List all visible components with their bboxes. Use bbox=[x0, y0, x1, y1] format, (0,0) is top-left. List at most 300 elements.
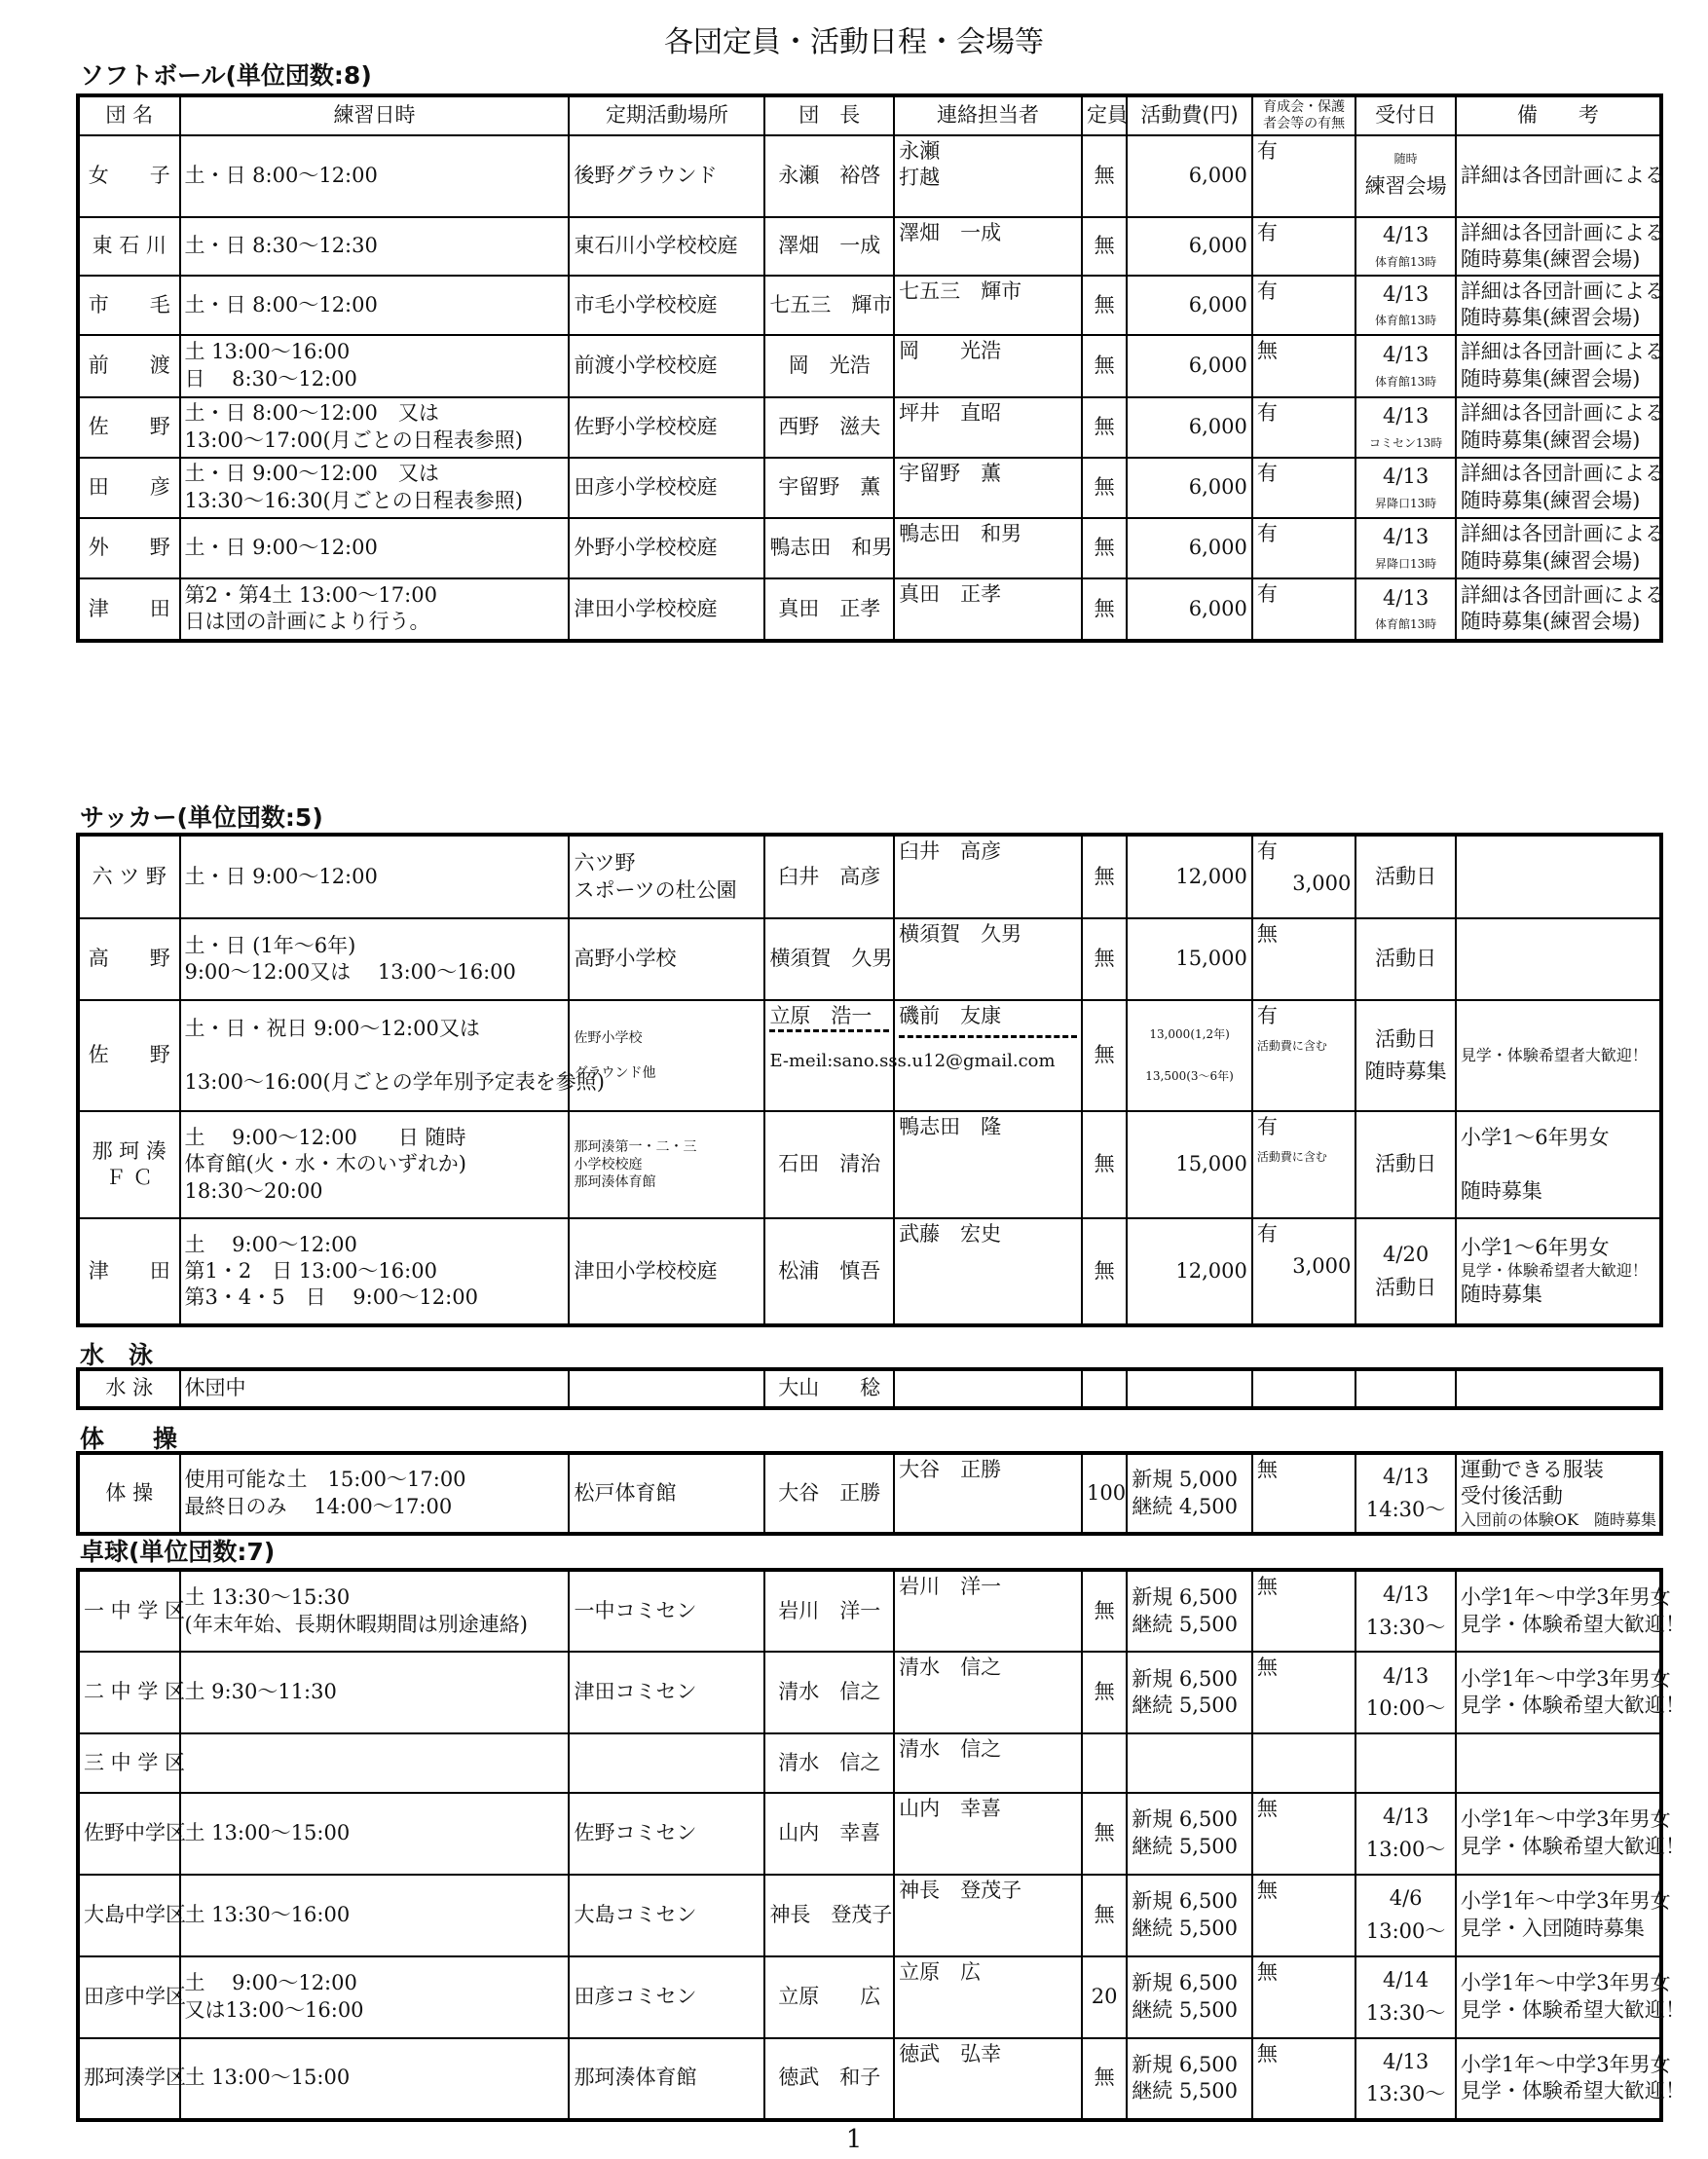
practice-time-line bbox=[185, 1042, 565, 1068]
practice-time bbox=[180, 458, 570, 518]
team-leader: 立原 広 bbox=[764, 1956, 894, 2038]
remarks bbox=[1456, 458, 1665, 518]
contact-person bbox=[894, 397, 1082, 458]
team-leader: 松浦 慎吾 bbox=[764, 1218, 894, 1325]
team-name bbox=[78, 918, 180, 1000]
association bbox=[1252, 217, 1356, 277]
activity-place-line: 外野小学校校庭 bbox=[574, 536, 718, 560]
reception-date bbox=[1355, 1570, 1456, 1652]
reception-date bbox=[1355, 1369, 1456, 1408]
fee-new: 新規 6,500 bbox=[1132, 1971, 1239, 1995]
remarks bbox=[1456, 1733, 1661, 1793]
association-value: 無 bbox=[1256, 1959, 1278, 1984]
contact-person bbox=[894, 918, 1082, 1000]
remarks-line bbox=[1461, 1151, 1655, 1177]
team-name-label: 一 中 学 区 bbox=[84, 1598, 186, 1622]
remarks-line: 見学・体験希望大歓迎！ bbox=[1460, 1694, 1686, 1717]
team-name-label: 佐野中学区 bbox=[84, 1820, 186, 1844]
remarks bbox=[1456, 397, 1665, 458]
activity-place bbox=[569, 1111, 764, 1218]
team-name bbox=[78, 1956, 186, 2038]
activity-place bbox=[569, 578, 764, 641]
reception-date bbox=[1355, 335, 1456, 397]
capacity: 無 bbox=[1082, 1652, 1127, 1733]
capacity: 100 bbox=[1082, 1453, 1127, 1534]
practice-time-line: 土 13:00～15:00 bbox=[184, 2066, 351, 2090]
activity-place bbox=[569, 1218, 764, 1325]
team-leader: 宇留野 薫 bbox=[764, 458, 894, 518]
activity-place-line: 市毛小学校校庭 bbox=[574, 292, 718, 316]
remarks-line: 入団前の体験OK 随時募集 bbox=[1460, 1509, 1656, 1529]
remarks-line: 随時募集 bbox=[1460, 1282, 1542, 1306]
capacity: 無 bbox=[1082, 397, 1127, 458]
contact-person bbox=[894, 217, 1082, 277]
practice-time bbox=[180, 335, 570, 397]
table-row bbox=[78, 135, 1661, 217]
fee-continue bbox=[1132, 1763, 1247, 1789]
remarks-line: 見学・体験希望大歓迎！ bbox=[1460, 1612, 1686, 1636]
practice-time bbox=[180, 1000, 605, 1111]
fee-continue: 継続 5,500 bbox=[1132, 1916, 1239, 1940]
activity-fee bbox=[1127, 1956, 1252, 2038]
capacity: 無 bbox=[1082, 1570, 1127, 1652]
activity-fee bbox=[1127, 1875, 1252, 1956]
activity-fee: 6,000 bbox=[1127, 135, 1252, 217]
team-name-label: 田彦中学区 bbox=[84, 1984, 186, 2008]
practice-time-line: 土・日 8:00～12:00 bbox=[184, 163, 378, 187]
capacity: 20 bbox=[1082, 1956, 1127, 2038]
practice-time-line: 13:00～17:00(月ごとの日程表参照) bbox=[184, 428, 523, 452]
activity-place-line: 六ツ野 bbox=[574, 851, 636, 875]
association bbox=[1252, 458, 1356, 518]
association bbox=[1252, 1956, 1356, 2038]
contact-person-line: 磯前 友康 bbox=[899, 1004, 1002, 1027]
activity-fee: 12,000 bbox=[1127, 835, 1252, 918]
contact-person-line: 清水 信之 bbox=[899, 1656, 1002, 1679]
team-name-label: 体 操 bbox=[105, 1481, 154, 1506]
reception-line: 随時 bbox=[1393, 152, 1418, 167]
capacity: 無 bbox=[1082, 1111, 1127, 1218]
activity-place bbox=[569, 2038, 764, 2120]
activity-fee bbox=[1127, 1652, 1252, 1733]
association-value: 無 bbox=[1256, 1796, 1278, 1820]
association-note: 3,000 bbox=[1292, 1254, 1352, 1279]
reception-line: 活動日 bbox=[1375, 947, 1437, 971]
activity-place-line: グラウンド他 bbox=[574, 1065, 656, 1082]
association-value: 無 bbox=[1256, 338, 1278, 362]
reception-date bbox=[1355, 1793, 1456, 1875]
team-name-label: 佐 野 bbox=[88, 1043, 170, 1067]
remarks-line: 随時募集(練習会場) bbox=[1460, 246, 1641, 271]
reception-line: 4/13 bbox=[1383, 1465, 1430, 1489]
spacer bbox=[1132, 1042, 1247, 1068]
table-row bbox=[78, 1956, 1661, 2038]
header-row bbox=[78, 95, 1661, 135]
reception-line: 4/20 bbox=[1383, 1243, 1430, 1267]
remarks bbox=[1456, 2038, 1686, 2120]
activity-fee: 6,000 bbox=[1127, 458, 1252, 518]
practice-time-line: 土 9:00～12:00 bbox=[184, 1971, 357, 1995]
activity-place-line: 那珂湊体育館 bbox=[574, 2066, 697, 2090]
table-row bbox=[78, 1369, 1661, 1408]
reception-date bbox=[1355, 1218, 1456, 1325]
contact-person bbox=[894, 518, 1082, 578]
reception-date bbox=[1355, 1733, 1456, 1793]
activity-place bbox=[569, 1369, 764, 1408]
capacity: 無 bbox=[1082, 2038, 1127, 2120]
contact-person bbox=[894, 1111, 1082, 1218]
contact-person bbox=[894, 335, 1082, 397]
practice-time-line: (年末年始、長期休暇期間は別途連絡) bbox=[184, 1612, 528, 1636]
capacity: 無 bbox=[1082, 135, 1127, 217]
activity-fee bbox=[1127, 1369, 1252, 1408]
team-name bbox=[78, 1875, 186, 1956]
remarks-line: 小学1年～中学3年男女 bbox=[1460, 1807, 1671, 1832]
table-row bbox=[78, 1652, 1661, 1733]
remarks bbox=[1456, 217, 1665, 277]
team-name-label: 田 彦 bbox=[88, 475, 170, 500]
separator bbox=[899, 1035, 1077, 1038]
practice-time bbox=[180, 1956, 570, 2038]
association bbox=[1252, 1453, 1356, 1534]
softball-table bbox=[76, 93, 1663, 643]
contact-person-line: 真田 正孝 bbox=[899, 581, 1002, 606]
header-cell: 団 名 bbox=[78, 95, 180, 135]
team-name bbox=[78, 1111, 180, 1218]
table-row bbox=[78, 2038, 1661, 2120]
activity-place bbox=[569, 458, 764, 518]
contact-person-line: 横須賀 久男 bbox=[899, 922, 1022, 946]
team-leader: 大谷 正勝 bbox=[764, 1453, 894, 1534]
remarks bbox=[1456, 1570, 1686, 1652]
contact-person bbox=[894, 276, 1082, 335]
team-leader: 西野 滋夫 bbox=[764, 397, 894, 458]
association-value: 無 bbox=[1256, 1878, 1278, 1902]
reception-line: 4/6 bbox=[1389, 1886, 1423, 1911]
reception-date bbox=[1355, 518, 1456, 578]
reception-line: 活動日 bbox=[1375, 1275, 1437, 1299]
association-value: 無 bbox=[1256, 2041, 1278, 2066]
reception-date bbox=[1355, 458, 1456, 518]
activity-place-line: 佐野小学校校庭 bbox=[574, 415, 718, 439]
capacity: 無 bbox=[1082, 335, 1127, 397]
reception-line: 体育館13時 bbox=[1374, 374, 1437, 389]
activity-place bbox=[569, 135, 764, 217]
fee-continue: 継続 5,500 bbox=[1132, 2079, 1239, 2103]
team-leader: 臼井 高彦 bbox=[764, 835, 894, 918]
activity-place-line bbox=[574, 1047, 760, 1064]
contact-person-line: 宇留野 薫 bbox=[899, 461, 1002, 485]
team-leader: 清水 信之 bbox=[764, 1733, 894, 1793]
team-leader: 石田 清治 bbox=[764, 1111, 894, 1218]
association bbox=[1252, 135, 1356, 217]
activity-place-line: 東石川小学校校庭 bbox=[574, 234, 738, 258]
table-row bbox=[78, 1000, 1661, 1111]
association-value: 有 bbox=[1256, 461, 1278, 485]
activity-place bbox=[569, 397, 764, 458]
remarks bbox=[1456, 518, 1665, 578]
reception-line: 4/13 bbox=[1383, 1805, 1430, 1829]
practice-time-line: 土・日・祝日 9:00～12:00又は bbox=[184, 1017, 480, 1041]
association bbox=[1252, 1570, 1356, 1652]
team-name-label: 那 珂 湊 bbox=[92, 1138, 167, 1163]
team-leader: 横須賀 久男 bbox=[764, 918, 894, 1000]
practice-time bbox=[180, 135, 570, 217]
remarks-line: 随時募集(練習会場) bbox=[1460, 548, 1641, 573]
contact-person bbox=[894, 135, 1082, 217]
contact-person-line: 岡 光浩 bbox=[899, 338, 1002, 362]
remarks-line: 詳細は各団計画による bbox=[1460, 220, 1665, 244]
association bbox=[1252, 1000, 1356, 1111]
practice-time-line: 又は13:00～16:00 bbox=[184, 1997, 364, 2022]
capacity: 無 bbox=[1082, 1000, 1127, 1111]
capacity: 無 bbox=[1082, 835, 1127, 918]
practice-time-line: 体育館(火・水・木のいずれか) bbox=[184, 1152, 466, 1176]
table-row bbox=[78, 1111, 1661, 1218]
remarks-line: 運動できる服装 bbox=[1460, 1458, 1604, 1481]
reception-line: コミセン13時 bbox=[1368, 435, 1443, 450]
practice-time-line: 土 13:00～15:00 bbox=[184, 1820, 351, 1844]
team-leader-name: 立原 浩一 bbox=[769, 1004, 873, 1027]
team-name bbox=[78, 1733, 186, 1793]
contact-person-line: 七五三 輝市 bbox=[899, 279, 1022, 304]
remarks-line: 受付後活動 bbox=[1460, 1484, 1563, 1508]
fee-new: 新規 5,000 bbox=[1132, 1468, 1239, 1492]
reception-line: 活動日 bbox=[1375, 1152, 1437, 1176]
activity-place-line: 津田コミセン bbox=[574, 1680, 697, 1704]
contact-person bbox=[894, 578, 1082, 641]
practice-time bbox=[180, 1570, 570, 1652]
practice-time bbox=[180, 1218, 570, 1325]
team-name-label: 東 石 川 bbox=[92, 234, 167, 258]
contact-person bbox=[894, 1218, 1082, 1325]
practice-time-line: 土・日 9:00～12:00 bbox=[184, 864, 378, 888]
fee-new: 新規 6,500 bbox=[1132, 2052, 1239, 2076]
association bbox=[1252, 918, 1356, 1000]
reception-line: 活動日 bbox=[1375, 864, 1437, 888]
practice-time-line: 13:00～16:00(月ごとの学年別予定表を参照) bbox=[184, 1069, 605, 1094]
association-value: 有 bbox=[1256, 220, 1278, 244]
header-cell: 定員 bbox=[1082, 95, 1127, 135]
table-row bbox=[78, 1218, 1661, 1325]
reception-date bbox=[1355, 1875, 1456, 1956]
remarks bbox=[1456, 1453, 1661, 1534]
team-name bbox=[78, 1453, 180, 1534]
contact-person-line: 山内 幸喜 bbox=[899, 1796, 1002, 1820]
remarks bbox=[1456, 835, 1661, 918]
association-value: 有 bbox=[1256, 279, 1278, 304]
capacity bbox=[1082, 1733, 1127, 1793]
capacity: 無 bbox=[1082, 918, 1127, 1000]
team-name-label: 市 毛 bbox=[88, 292, 170, 316]
remarks bbox=[1456, 918, 1661, 1000]
remarks bbox=[1456, 1369, 1661, 1408]
reception-line: 13:30～ bbox=[1365, 2000, 1446, 2025]
reception-date bbox=[1355, 217, 1456, 277]
fee-new bbox=[1132, 1736, 1247, 1763]
practice-time bbox=[180, 397, 570, 458]
swimming-table bbox=[76, 1367, 1663, 1410]
activity-fee bbox=[1127, 1000, 1252, 1111]
fee-new: 新規 6,500 bbox=[1132, 1585, 1239, 1610]
practice-time-line: 土 9:00～12:00 bbox=[184, 1232, 357, 1256]
table-row bbox=[78, 578, 1661, 641]
team-name bbox=[78, 1652, 186, 1733]
activity-fee: 6,000 bbox=[1127, 397, 1252, 458]
practice-time-line: 土・日 8:30～12:30 bbox=[184, 234, 378, 258]
activity-fee: 6,000 bbox=[1127, 335, 1252, 397]
reception-date bbox=[1355, 1956, 1456, 2038]
remarks-line: 詳細は各団計画による bbox=[1460, 462, 1665, 486]
team-leader: 岩川 洋一 bbox=[764, 1570, 894, 1652]
remarks-line: 小学1～6年男女 bbox=[1460, 1126, 1610, 1150]
reception-line: 4/13 bbox=[1383, 465, 1430, 489]
practice-time bbox=[180, 1111, 570, 1218]
association-value: 有 bbox=[1256, 839, 1278, 863]
table-row bbox=[78, 276, 1661, 335]
header-cell: 育成会・保護者会等の有無 bbox=[1252, 95, 1356, 135]
contact-person-line: 澤畑 一成 bbox=[899, 220, 1002, 244]
activity-place-line: 大島コミセン bbox=[574, 1902, 697, 1926]
contact-person-line: 打越 bbox=[899, 165, 941, 189]
remarks bbox=[1456, 1793, 1686, 1875]
contact-person bbox=[894, 1793, 1082, 1875]
team-name bbox=[78, 276, 180, 335]
practice-time-line: 土 13:30～16:00 bbox=[184, 1902, 351, 1926]
association-value: 無 bbox=[1256, 1656, 1278, 1679]
table-row bbox=[78, 458, 1661, 518]
team-name-label: 二 中 学 区 bbox=[84, 1680, 186, 1704]
capacity: 無 bbox=[1082, 1875, 1127, 1956]
remarks-line: 小学1年～中学3年男女 bbox=[1460, 1585, 1671, 1610]
association-value: 有 bbox=[1256, 1222, 1278, 1246]
association-value: 無 bbox=[1256, 1575, 1278, 1598]
remarks bbox=[1456, 1875, 1671, 1956]
header-cell: 定期活動場所 bbox=[569, 95, 764, 135]
reception-line: 体育館13時 bbox=[1374, 254, 1437, 269]
remarks-line: 見学・体験希望大歓迎！ bbox=[1460, 2079, 1686, 2103]
remarks bbox=[1456, 1111, 1661, 1218]
practice-time-line: 土・日 (1年～6年) bbox=[184, 933, 356, 957]
activity-fee: 12,000 bbox=[1127, 1218, 1252, 1325]
activity-place-line: 津田小学校校庭 bbox=[574, 596, 718, 620]
contact-person-line: 鴨志田 隆 bbox=[899, 1115, 1002, 1138]
practice-time bbox=[180, 578, 570, 641]
contact-person-line: 清水 信之 bbox=[899, 1737, 1002, 1761]
remarks-line: 詳細は各団計画による bbox=[1460, 340, 1665, 364]
association-value: 有 bbox=[1256, 1004, 1278, 1027]
activity-place bbox=[569, 835, 764, 918]
remarks-line: 見学・体験希望大歓迎！ bbox=[1460, 1997, 1686, 2022]
reception-date bbox=[1355, 2038, 1456, 2120]
team-leader: 岡 光浩 bbox=[764, 335, 894, 397]
association bbox=[1252, 276, 1356, 335]
table-row bbox=[78, 518, 1661, 578]
header-cell: 練習日時 bbox=[180, 95, 570, 135]
remarks-line: 随時募集 bbox=[1460, 1178, 1542, 1203]
association bbox=[1252, 1793, 1356, 1875]
fee-continue: 継続 5,500 bbox=[1132, 1997, 1239, 2022]
remarks-line: 小学1年～中学3年男女 bbox=[1460, 1666, 1671, 1691]
association-value: 有 bbox=[1256, 1115, 1278, 1138]
header-cell: 連絡担当者 bbox=[894, 95, 1082, 135]
activity-fee bbox=[1127, 1733, 1252, 1793]
contact-person bbox=[894, 835, 1082, 918]
practice-time bbox=[180, 918, 570, 1000]
team-name-sub: Ｆ Ｃ bbox=[105, 1166, 154, 1189]
remarks bbox=[1456, 1652, 1686, 1733]
activity-place-line: 前渡小学校校庭 bbox=[574, 354, 718, 378]
practice-time bbox=[180, 1453, 570, 1534]
practice-time-line: 土 13:00～16:00 bbox=[184, 340, 351, 364]
fee-continue: 継続 5,500 bbox=[1132, 1612, 1239, 1636]
remarks-line: 随時募集(練習会場) bbox=[1460, 306, 1641, 330]
practice-time bbox=[180, 518, 570, 578]
header-cell: 活動費(円) bbox=[1127, 95, 1252, 135]
reception-date bbox=[1355, 1453, 1456, 1534]
team-name bbox=[78, 518, 180, 578]
practice-time bbox=[180, 835, 570, 918]
remarks-line: 詳細は各団計画による bbox=[1460, 522, 1665, 546]
contact-person-line: 臼井 高彦 bbox=[899, 839, 1002, 863]
team-name bbox=[78, 458, 180, 518]
activity-fee: 6,000 bbox=[1127, 217, 1252, 277]
reception-line: 10:00～ bbox=[1365, 1696, 1446, 1720]
capacity: 無 bbox=[1082, 578, 1127, 641]
team-leader: 徳武 和子 bbox=[764, 2038, 894, 2120]
reception-line: 練習会場 bbox=[1364, 173, 1447, 198]
contact-person-line: 大谷 正勝 bbox=[899, 1458, 1002, 1481]
association-note: 活動費に含む bbox=[1256, 1150, 1327, 1165]
practice-time bbox=[180, 1369, 570, 1408]
activity-place bbox=[569, 217, 764, 277]
team-name-label: 前 渡 bbox=[88, 354, 170, 378]
reception-line: 13:30～ bbox=[1365, 2082, 1446, 2106]
activity-fee: 15,000 bbox=[1127, 918, 1252, 1000]
activity-place-line: 松戸体育館 bbox=[574, 1481, 677, 1506]
activity-place-line: 高野小学校 bbox=[574, 947, 677, 971]
fee-value: 13,000(1,2年) bbox=[1149, 1026, 1230, 1041]
table-row bbox=[78, 335, 1661, 397]
reception-line: 昇降口13時 bbox=[1374, 496, 1437, 510]
contact-person-line: 鴨志田 和男 bbox=[899, 521, 1022, 545]
association bbox=[1252, 1875, 1356, 1956]
team-name bbox=[78, 2038, 186, 2120]
team-name bbox=[78, 835, 180, 918]
contact-person bbox=[894, 1956, 1082, 2038]
reception-line: 4/13 bbox=[1383, 282, 1430, 307]
remarks-line: 見学・入団随時募集 bbox=[1460, 1916, 1645, 1940]
team-name-label: 六 ツ 野 bbox=[92, 864, 167, 888]
team-name bbox=[78, 217, 180, 277]
team-name bbox=[78, 1218, 180, 1325]
contact-person bbox=[894, 1570, 1082, 1652]
table-row bbox=[78, 835, 1661, 918]
activity-fee bbox=[1127, 1453, 1252, 1534]
team-name bbox=[78, 1369, 180, 1408]
practice-time bbox=[180, 1733, 570, 1793]
activity-place-line: 田彦小学校校庭 bbox=[574, 475, 718, 500]
reception-line: 随時募集 bbox=[1364, 1060, 1447, 1083]
table-row bbox=[78, 918, 1661, 1000]
team-name bbox=[78, 1570, 186, 1652]
activity-place bbox=[569, 1453, 764, 1534]
practice-time-line: 土・日 8:00～12:00 bbox=[184, 292, 378, 316]
activity-place-line: 小学校校庭 bbox=[574, 1156, 643, 1173]
team-leader: 澤畑 一成 bbox=[764, 217, 894, 277]
contact-person-line: 永瀬 bbox=[899, 138, 941, 163]
activity-fee bbox=[1127, 2038, 1252, 2120]
